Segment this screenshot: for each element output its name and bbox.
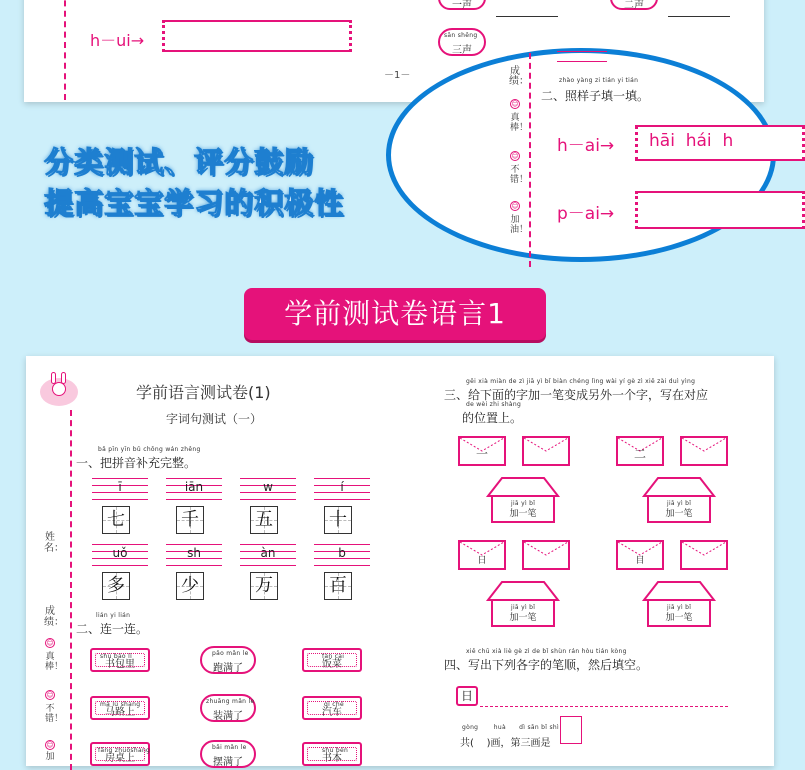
q2-title: 二、连一连。 [76, 622, 149, 636]
envelope-box[interactable] [522, 540, 570, 570]
q4-fill-text: 共( )画，第三画是 [460, 738, 551, 749]
magnifier-section-pinyin: zhào yàng zi tián yi tián [559, 77, 639, 84]
magnifier-dashed-line [529, 53, 531, 267]
match-right-item[interactable]: shū běn 书本 [302, 742, 362, 766]
pinyin-writing-lines[interactable]: b [314, 544, 370, 566]
magnifier-score-label: 成绩： [509, 66, 529, 87]
char-box: 多 [102, 572, 130, 600]
score-label: 成绩： [44, 606, 64, 628]
q4-title: 四、写出下列各字的笔顺，然后填空。 [444, 658, 649, 672]
q2-pinyin: lián yi lián [96, 612, 131, 619]
mag-item2-pinyin: p－ai→ [557, 204, 615, 224]
char-box: 七 [102, 506, 130, 534]
bunny-logo-icon [40, 378, 78, 406]
match-left-item[interactable]: shū bāo lǐ 书包里 [90, 648, 150, 672]
smiley-icon: ☺ [511, 202, 519, 210]
bottom-worksheet [26, 356, 774, 766]
match-middle-item[interactable]: pǎo mǎn le 跑满了 [200, 646, 256, 674]
pinyin-writing-lines[interactable]: w [240, 478, 296, 500]
name-label: 姓名： [44, 532, 64, 554]
top-blank-line [496, 16, 558, 17]
banner-title: 学前测试卷语言1 [284, 297, 506, 330]
q3-title-line1: 三、给下面的字加一笔变成另外一个字，写在对应 [444, 388, 709, 402]
match-middle-item[interactable]: bǎi mǎn le 摆满了 [200, 740, 256, 768]
top-tab-2: 二声 [610, 0, 658, 10]
margin-dashed-line [64, 0, 66, 100]
rating-tryharder: 加油！ [510, 215, 529, 235]
house-box: jiā yì bǐ 加一笔 [482, 580, 564, 628]
left-margin-dashed-line [70, 410, 72, 770]
worksheet-subtitle: 字词句测试（一） [166, 412, 263, 426]
q4-answer-box[interactable] [560, 716, 582, 744]
house-box: jiā yì bǐ 加一笔 [638, 476, 720, 524]
pinyin-writing-lines[interactable]: sh [166, 544, 222, 566]
pinyin-writing-lines[interactable]: iān [166, 478, 222, 500]
smiley-icon: ☺ [46, 639, 54, 647]
char-box: 万 [250, 572, 278, 600]
char-box: 千 [176, 506, 204, 534]
promo-line-1: 分类测试、评分鼓励 [44, 145, 315, 179]
q3-title-line2: 的位置上。 [462, 411, 523, 425]
mag-item1-pinyin: h－ai→ [557, 136, 615, 156]
magnifier-ellipse [386, 48, 776, 262]
mag-top-line [557, 51, 607, 52]
stroke-order-line[interactable] [480, 706, 728, 707]
q4-pinyin: xiě chū xià liè gè zì de bǐ shùn rán hòu tián kòng [466, 648, 627, 655]
worksheet-title: 学前语言测试卷(1) [136, 383, 271, 402]
q1-title: 一、把拼音补充完整。 [76, 456, 197, 470]
match-right-item[interactable]: fàn cài 饭菜 [302, 648, 362, 672]
page-number: －1－ [384, 70, 411, 81]
pinyin-writing-lines[interactable]: ī [92, 478, 148, 500]
top-cloud-3: 三声 [438, 28, 486, 56]
pinyin-writing-lines[interactable]: í [314, 478, 370, 500]
pinyin-writing-lines[interactable]: uǒ [92, 544, 148, 566]
char-box: 十 [324, 506, 352, 534]
char-box: 少 [176, 572, 204, 600]
mag-top-line [557, 61, 607, 62]
rating-tryharder: 加 [45, 752, 55, 762]
section-banner [244, 288, 546, 340]
q3-pinyin: gěi xià miàn de zì jiā yì bǐ biàn chéng lìng wài yí gè zì xiě zài duì yìng [466, 378, 696, 385]
mag-item1-answers: hāi hái h [649, 131, 734, 151]
pinyin-writing-lines[interactable]: àn [240, 544, 296, 566]
smiley-icon: ☺ [46, 691, 54, 699]
magnifier-section-title: 二、照样子填一填。 [541, 89, 650, 103]
match-middle-item[interactable]: zhuāng mǎn le 装满了 [200, 694, 256, 722]
house-box: jiā yì bǐ 加一笔 [482, 476, 564, 524]
q3-pinyin-2: de wèi zhi shàng [466, 401, 522, 408]
smiley-icon: ☺ [46, 741, 54, 749]
match-left-item[interactable]: fáng zhuōshang 房桌上 [90, 742, 150, 766]
rating-good: 不错！ [510, 165, 529, 185]
envelope-box[interactable] [680, 540, 728, 570]
top-tab-1: 一声 [438, 0, 486, 10]
envelope-box[interactable]: 一 [458, 436, 506, 466]
q1-pinyin: bǎ pīn yīn bǔ chōng wán zhěng [98, 446, 201, 453]
top-answer-slot[interactable] [162, 20, 352, 52]
cloud-pinyin: sān shēng [444, 32, 478, 39]
match-right-item[interactable]: qì chē 汽车 [302, 696, 362, 720]
envelope-box[interactable]: 日 [458, 540, 506, 570]
house-box: jiā yì bǐ 加一笔 [638, 580, 720, 628]
rating-good: 不错！ [45, 704, 64, 724]
envelope-box[interactable] [680, 436, 728, 466]
char-box: 五 [250, 506, 278, 534]
match-left-item[interactable]: mǎ lù shang 马路上 [90, 696, 150, 720]
stroke-order-char-box: 日 [456, 686, 478, 706]
top-blank-line [668, 16, 730, 17]
rating-great: 真棒！ [45, 652, 64, 672]
smiley-icon: ☺ [511, 100, 519, 108]
top-item-pinyin: h－ui→ [90, 31, 145, 50]
char-box: 百 [324, 572, 352, 600]
promo-line-2: 提高宝宝学习的积极性 [44, 186, 345, 220]
smiley-icon: ☺ [511, 152, 519, 160]
envelope-box[interactable] [522, 436, 570, 466]
envelope-box[interactable]: 目 [616, 540, 664, 570]
mag-item2-slot[interactable] [635, 191, 805, 229]
q4-fill-pinyin: gòng huà dì sān bǐ shì [462, 724, 559, 731]
rating-great: 真棒！ [510, 113, 529, 133]
envelope-box[interactable]: 二 [616, 436, 664, 466]
